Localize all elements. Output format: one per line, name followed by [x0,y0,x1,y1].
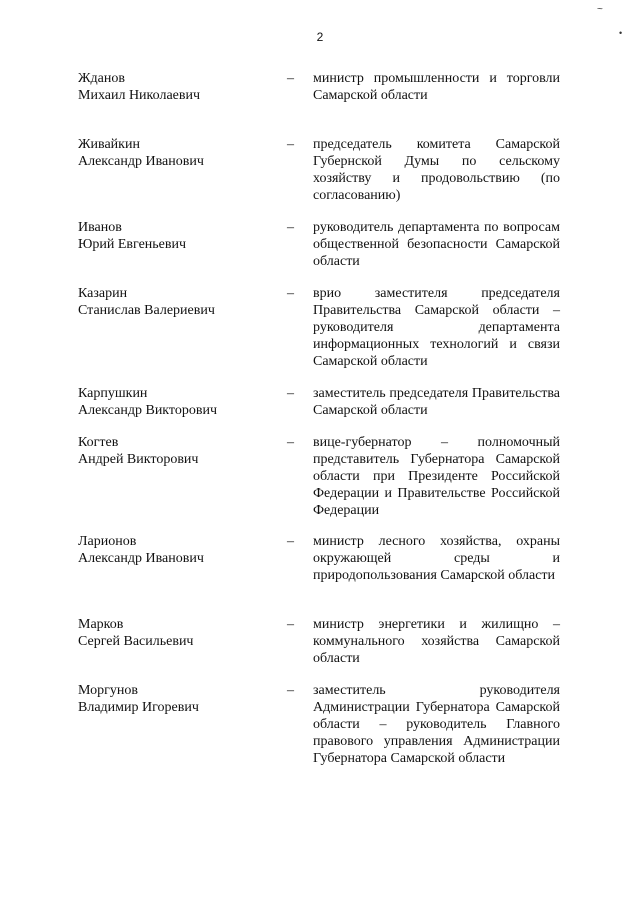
member-surname: Ларионов [78,534,137,549]
dash-separator: – [287,683,294,698]
dash-separator: – [287,220,294,235]
member-role: министр энергетики и жилищно – коммунального хозяйства Самарской области [313,617,560,666]
dash-separator: – [287,435,294,450]
member-given-names: Владимир Игоревич [78,700,199,715]
member-name [78,434,278,468]
member-name [78,682,278,716]
member-role: руководитель департамента по вопросам общественной безопасности Самарской области [313,220,560,269]
member-role: заместитель председателя Правительства Самарской области [313,386,560,418]
member-given-names: Станислав Валериевич [78,303,215,318]
member-role: председатель комитета Самарской Губернской Думы по сельскому хозяйству и продовольствию (по согласованию) [313,137,560,203]
member-given-names: Сергей Васильевич [78,634,194,649]
scan-mark: • [619,28,623,38]
member-given-names: Андрей Викторович [78,452,199,467]
member-surname: Марков [78,617,124,632]
member-name [78,136,278,170]
member-role: министр промышленности и торговли Самарской области [313,71,560,103]
member-given-names: Александр Викторович [78,403,218,418]
dash-separator: – [287,617,294,632]
dash-separator: – [287,386,294,401]
member-name [78,533,278,567]
member-surname: Иванов [78,220,122,235]
member-given-names: Михаил Николаевич [78,88,201,103]
member-given-names: Александр Иванович [78,154,204,169]
dash-separator: – [287,534,294,549]
member-surname: Карпушкин [78,386,148,401]
member-name [78,616,278,650]
member-surname: Жданов [78,71,125,86]
member-given-names: Александр Иванович [78,551,204,566]
member-name [78,219,278,253]
dash-separator: – [287,71,294,86]
scan-mark: ~ [597,4,603,15]
dash-separator: – [287,286,294,301]
member-surname: Казарин [78,286,128,301]
member-role: заместитель руководителя Администрации Губернатора Самарской области – руководитель Главного правового управления Администрации Губернатора Самарской области [313,683,560,766]
member-surname: Живайкин [78,137,140,152]
member-role: министр лесного хозяйства, охраны окружающей среды и природопользования Самарской области [313,534,560,583]
member-name [78,385,278,419]
member-given-names: Юрий Евгеньевич [78,237,187,252]
page-number: 2 [316,30,324,44]
member-name [78,285,278,319]
member-role: вице-губернатор – полномочный представитель Губернатора Самарской области при Президенте Российской Федерации и Правительстве Российской Федерации [313,435,560,518]
member-surname: Моргунов [78,683,138,698]
dash-separator: – [287,137,294,152]
member-name [78,70,278,104]
member-role: врио заместителя председателя Правительства Самарской области – руководителя департамента информационных технологий и связи Самарской области [313,286,560,369]
member-surname: Когтев [78,435,119,450]
